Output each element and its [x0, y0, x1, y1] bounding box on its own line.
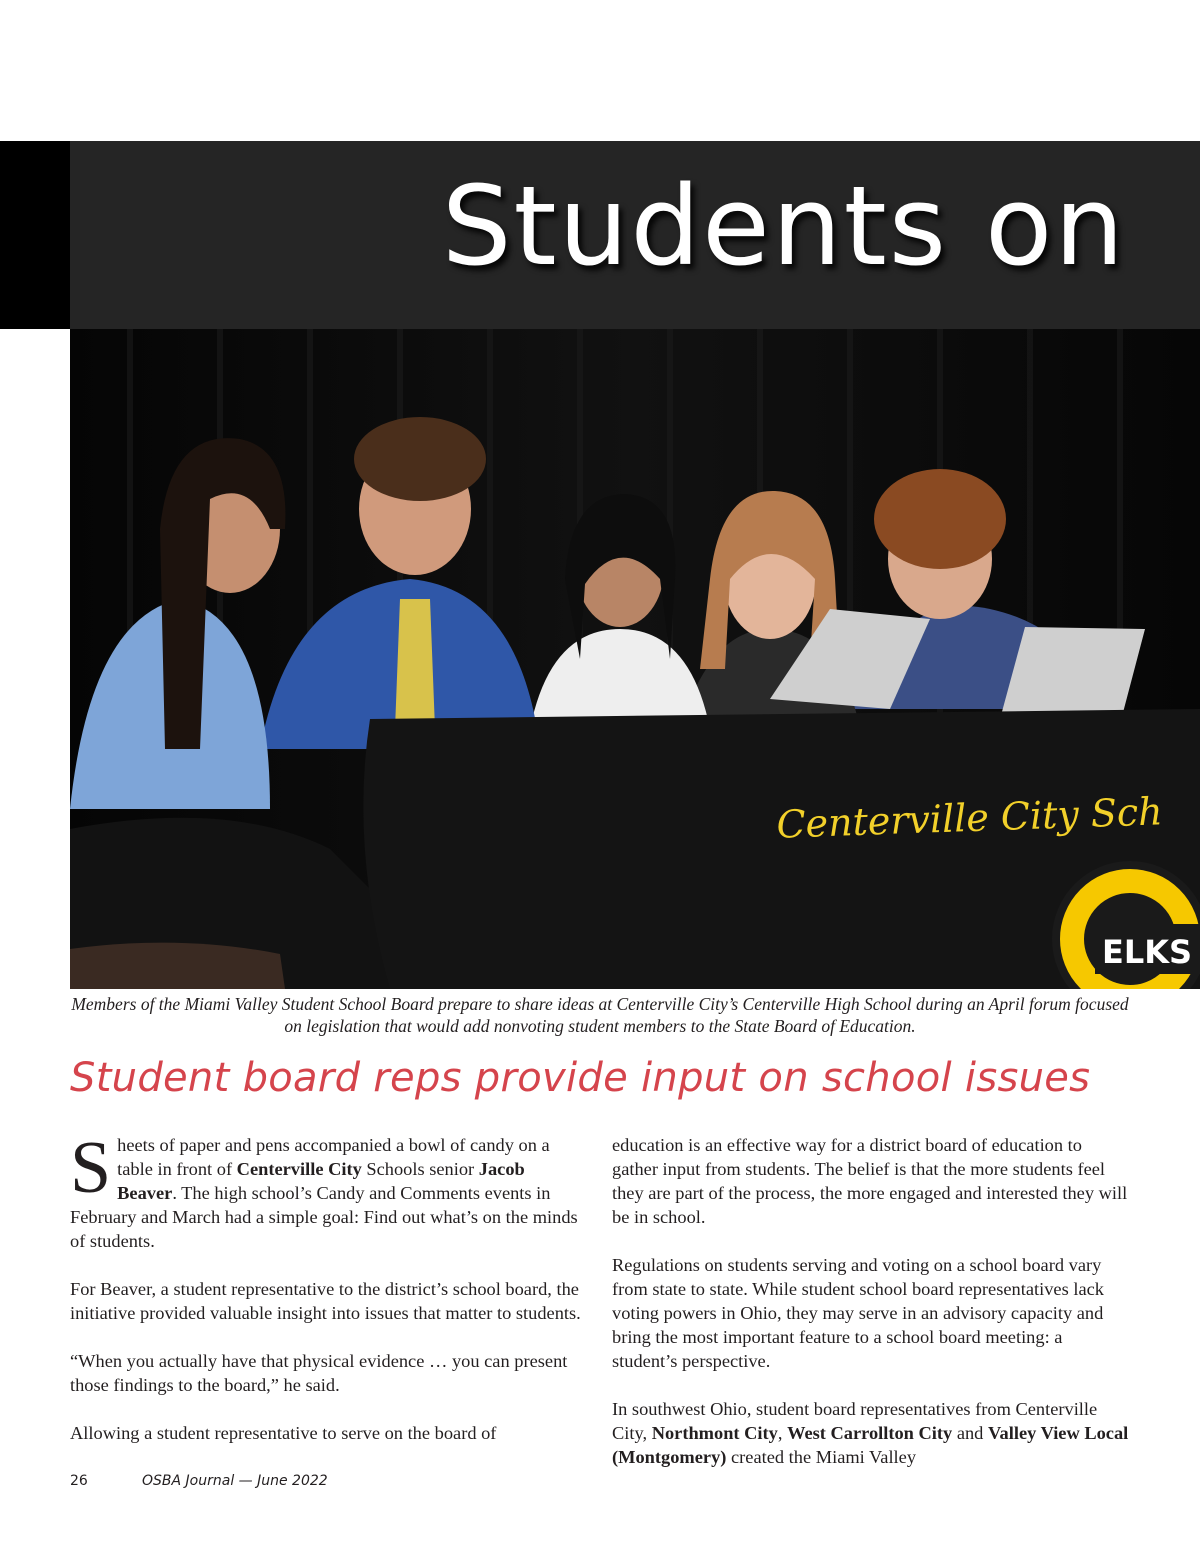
logo-text: ELKS: [1101, 933, 1193, 971]
paragraph: “When you actually have that physical evidence … you can present those findings to the board,” he said.: [70, 1351, 568, 1395]
paragraph: education is an effective way for a district board of education to gather input from students. The belief is that the more students feel they are part of the process, the more engaged and interested they will be in school.: [612, 1135, 1128, 1227]
banner-text: Centerville City Sch: [775, 789, 1164, 847]
text-run: In southwest Ohio, student board representatives from Centerville City,: [612, 1399, 1098, 1443]
text-run: . The high school’s Candy and Comments events in February and March had a simple goal: Find out what’s on the minds of students.: [70, 1183, 578, 1251]
chair: [70, 943, 285, 989]
paragraph: Regulations on students serving and voting on a school board vary from state to state. While student school board representatives lack voting powers in Ohio, they may serve in an advisory capacity and bring the most important feature to a school board meeting: a student’s perspective.: [612, 1255, 1104, 1371]
article-headline: Student board reps provide input on school issues: [70, 1055, 1091, 1101]
district-name: West Carrollton City: [787, 1423, 953, 1443]
title-band: [70, 141, 1200, 329]
district-name: Centerville City: [236, 1159, 362, 1179]
left-accent-bar: [0, 141, 70, 329]
paragraph: [612, 1397, 1132, 1469]
district-name: Northmont City: [651, 1423, 778, 1443]
page-title: Students on: [441, 162, 1126, 290]
person-name: Jacob Beaver: [117, 1159, 525, 1203]
laptop-2: [1000, 627, 1145, 724]
paragraph: Allowing a student representative to serve on the board of: [70, 1423, 497, 1443]
article-column-left: [70, 1127, 584, 1469]
photo-caption: Members of the Miami Valley Student School Board prepare to share ideas at Centerville City’s Centerville High School during an April forum focused on legislation that would add nonvoting student members to the State Board of Education.: [71, 994, 1129, 1036]
page-number: 26: [70, 1473, 88, 1489]
article-column-right: [612, 1133, 1132, 1493]
paragraph: For Beaver, a student representative to the district’s school board, the initiative provided valuable insight into issues that matter to students.: [70, 1279, 581, 1323]
publication-info: OSBA Journal — June 2022: [142, 1473, 328, 1489]
text-run: created the Miami Valley: [726, 1447, 917, 1467]
text-run: and: [952, 1423, 988, 1443]
district-name: Valley View Local (Montgomery): [612, 1423, 1129, 1467]
paragraph: [70, 1127, 584, 1253]
text-run: Schools senior: [361, 1159, 479, 1179]
text-run: ,: [777, 1423, 788, 1443]
photo-illustration: [70, 329, 1200, 989]
drop-cap: S: [70, 1127, 112, 1209]
text-run: heets of paper and pens accompanied a bowl of candy on a table in front of: [117, 1135, 550, 1179]
hero-photo: [70, 329, 1200, 989]
